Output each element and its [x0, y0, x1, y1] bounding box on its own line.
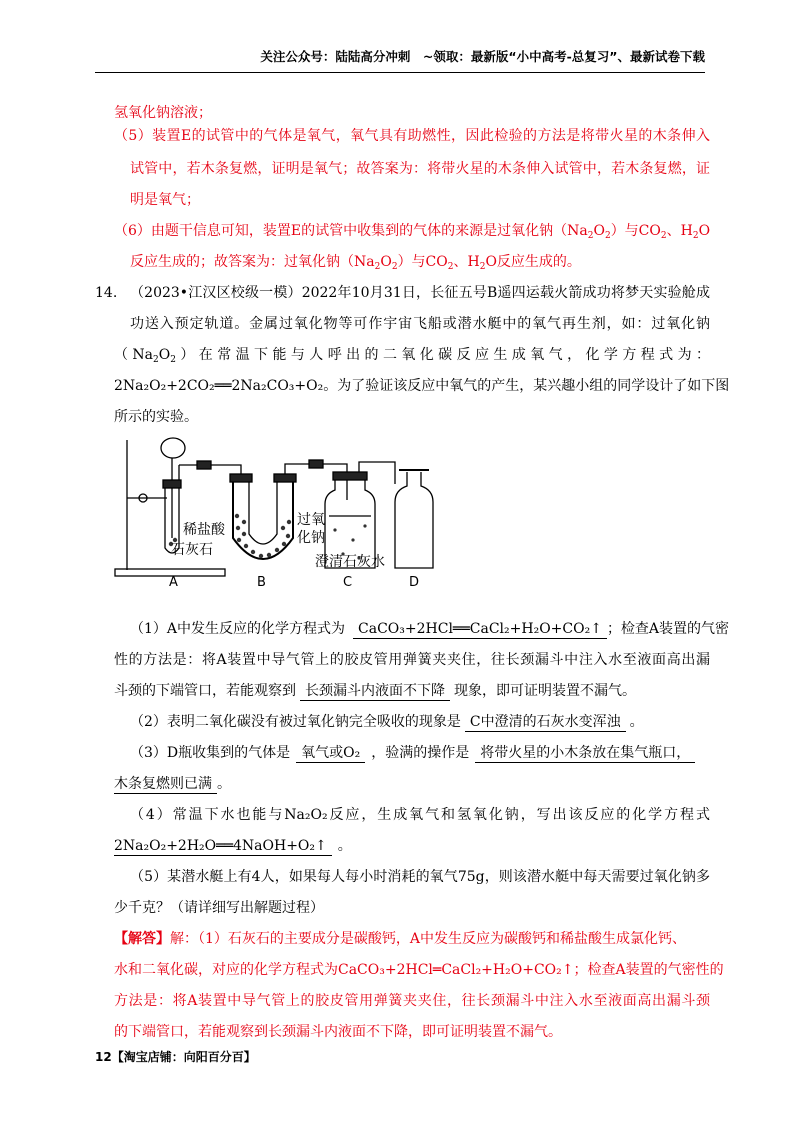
question-line-5: 所示的实验。: [114, 409, 198, 425]
part-4-line-1: （4）常温下水也能与Na₂O₂反应，生成氧气和氢氧化钠，写出该反应的化学方程式: [130, 807, 710, 823]
stopper-b1: [230, 474, 252, 482]
label-peroxide-2: 化钠: [297, 530, 325, 546]
clip-2: [309, 460, 323, 468]
page-footer: [95, 1048, 256, 1065]
shop-name: 【淘宝店铺：向阳百分百】: [111, 1050, 256, 1064]
answer-blank-5b: 木条复燃则已满: [114, 776, 217, 794]
answer-blank-5a: 将带火星的小木条放在集气瓶口，: [475, 745, 695, 763]
header-rule: [95, 72, 705, 73]
part-5-line-2: 少千克？（请详细写出解题过程）: [114, 900, 324, 916]
prev-answer-line-1: 氢氧化钠溶液；: [114, 105, 212, 121]
question-line-4: 2Na₂O₂+2CO₂══2Na₂CO₃+O₂。为了验证该反应中氧气的产生，某兴趣小组的同学设计了如下图: [114, 378, 730, 394]
answer-blank-3: C中澄清的石灰水变浑浊: [465, 714, 626, 732]
answer-blank-1: CaCO₃+2HCl══CaCl₂+H₂O+CO₂↑: [353, 621, 607, 639]
stopper-b2: [274, 474, 296, 482]
label-peroxide-1: 过氧: [297, 512, 325, 528]
reaction-equation: 2Na₂O₂+2CO₂══2Na₂CO₃+O₂: [114, 378, 324, 394]
prev-answer-line-3: 试管中，若木条复燃，证明是氧气；故答案为：将带火星的木条伸入试管中，若木条复燃，证: [130, 161, 710, 177]
clip-1: [197, 461, 211, 469]
label-d: D: [409, 575, 420, 590]
apparatus-figure: [113, 430, 453, 590]
label-c: C: [343, 575, 353, 590]
part-1-line-1: （1）A中发生反应的化学方程式为 CaCO₃+2HCl══CaCl₂+H₂O+CO₂↑ ；检查A装置的气密: [130, 621, 730, 637]
label-stone: 石灰石: [171, 542, 213, 558]
question-number: 14.: [95, 285, 118, 301]
page-header: 关注公众号：陆陆高分冲刺 ~领取：最新版“小中高考-总复习”、最新试卷下载: [260, 49, 705, 64]
label-limewater: 澄清石灰水: [315, 554, 385, 570]
question-line-3: $(Na_2O_2)$在常温下能与人呼出的二氧化碳反应生成氧气，化学方程式为：: [114, 347, 710, 365]
part-3-line-2: 木条复燃则已满 。: [114, 776, 231, 792]
part-1-line-3: 斗颈的下端管口，若能观察到 长颈漏斗内液面不下降 现象，即可证明装置不漏气。: [114, 683, 636, 699]
label-a: A: [169, 575, 178, 590]
part-3-line-1: （3）D瓶收集到的气体是 氧气或O₂ ，验满的操作是 将带火星的小木条放在集气瓶口，: [130, 744, 695, 763]
prev-answer-line-5: （6）由题干信息可知，装置E的试管中收集到的气体的来源是过氧化钠$(Na_2O_2)$与$CO_2$、$H_2O$: [114, 223, 711, 241]
solution-line-2: 水和二氧化碳，对应的化学方程式为CaCO₃+2HCl═CaCl₂+H₂O+CO₂↑；检查A装置的气密性的: [114, 962, 724, 978]
solution-line-3: 方法是：将A装置中导气管上的胶皮管用弹簧夹夹住，往长颈漏斗中注入水至液面高出漏斗颈: [114, 993, 710, 1009]
solution-tag: 【解答】: [114, 931, 170, 947]
stopper-c: [333, 472, 367, 480]
prev-answer-line-2: （5）装置E的试管中的气体是氧气，氧气具有助燃性，因此检验的方法是将带火星的木条伸入: [114, 128, 710, 144]
question-line-1: （2023•江汉区校级一模）2022年10月31日，长征五号B遥四运载火箭成功将梦天实验舱成: [130, 285, 710, 301]
funnel-bulb: [161, 438, 185, 458]
u-tube-outer: [233, 480, 293, 559]
part-5-line-1: （5）某潜水艇上有4人，如果每人每小时消耗的氧气75g，则该潜水艇中每天需要过氧化钠多: [130, 869, 710, 885]
part-2: （2）表明二氧化碳没有被过氧化钠完全吸收的现象是 C中澄清的石灰水变浑浊 。: [130, 714, 644, 730]
part-4-line-2: 2Na₂O₂+2H₂O══4NaOH+O₂↑ 。: [114, 838, 352, 854]
stopper-a: [163, 480, 181, 488]
label-acid: 稀盐酸: [183, 522, 225, 538]
bottle-d: [395, 472, 433, 568]
answer-blank-6: 2Na₂O₂+2H₂O══4NaOH+O₂↑: [114, 838, 332, 856]
solution-line-1: 【解答】解：（1）石灰石的主要成分是碳酸钙，A中发生反应为碳酸钙和稀盐酸生成氯化钙、: [114, 931, 687, 947]
part-1-line-2: 性的方法是：将A装置中导气管上的胶皮管用弹簧夹夹住，往长颈漏斗中注入水至液面高出漏: [114, 652, 710, 668]
solution-line-4: 的下端管口，若能观察到长颈漏斗内液面不下降，即可证明装置不漏气。: [114, 1024, 562, 1040]
question-line-2: 功送入预定轨道。金属过氧化物等可作宇宙飞船或潜水艇中的氧气再生剂，如：过氧化钠: [130, 316, 710, 332]
label-b: B: [257, 575, 266, 590]
answer-blank-4: 氧气或O₂: [296, 745, 365, 763]
tube-to-c: [327, 464, 347, 500]
page-number: 12: [95, 1050, 112, 1064]
answer-blank-2: 长颈漏斗内液面不下降: [300, 683, 450, 701]
u-tube-inner: [249, 480, 277, 544]
prev-answer-line-6: 反应生成的；故答案为：过氧化钠$(Na_2O_2)$与$CO_2$、$H_2O$反应生成的。: [130, 254, 581, 272]
prev-answer-line-4: 明是氧气；: [130, 192, 200, 208]
